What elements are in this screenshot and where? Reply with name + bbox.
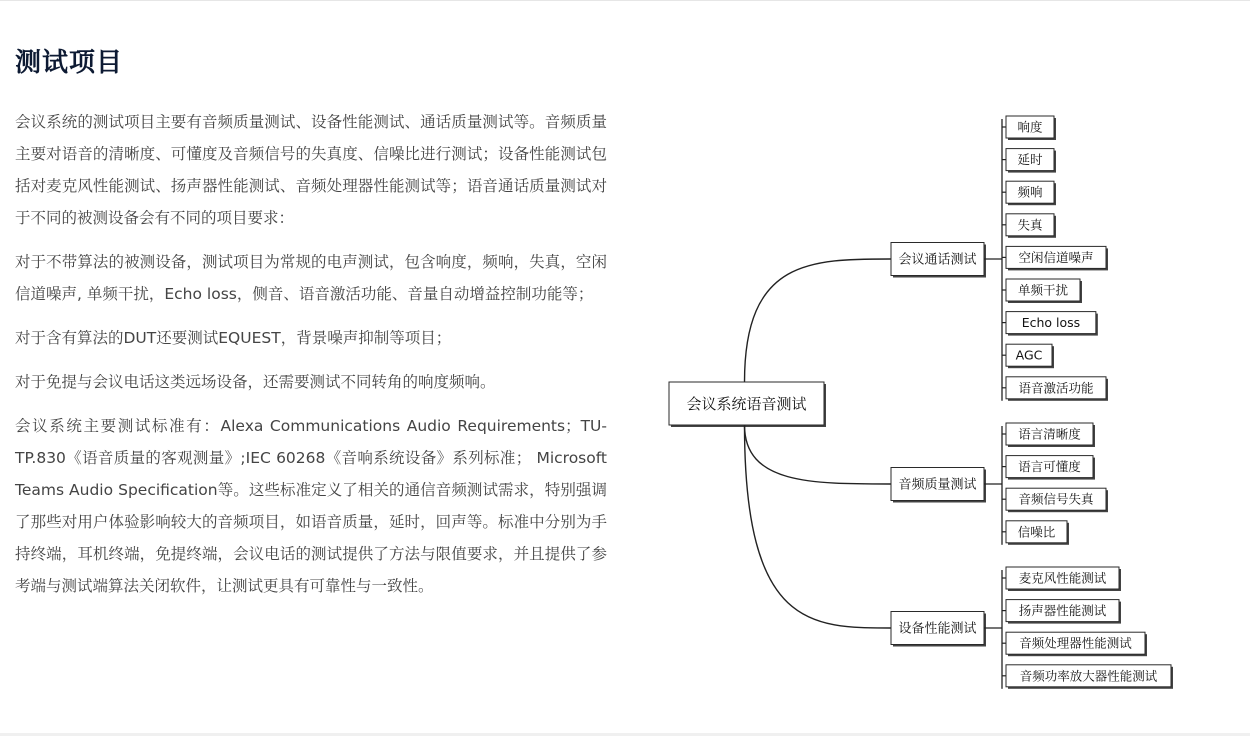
branch-label-2: 设备性能测试: [898, 621, 977, 637]
leaf-label-0-8: 语音激活功能: [1018, 380, 1094, 396]
leaf-label-0-5: 单频干扰: [1017, 282, 1069, 298]
leaf-label-2-2: 音频处理器性能测试: [1019, 635, 1132, 651]
paragraph-no-algorithm: 对于不带算法的被测设备，测试项目为常规的电声测试，包含响度，频响，失真，空闲信道噪声, 单频干扰，Echo loss，侧音、语音激活功能、音量自动增益控制功能等；: [15, 253, 607, 303]
leaf-label-0-7: AGC: [1015, 347, 1043, 363]
root-label: 会议系统语音测试: [686, 394, 807, 413]
paragraph-intro: 会议系统的测试项目主要有音频质量测试、设备性能测试、通话质量测试等。音频质量主要对语音的清晰度、可懂度及音频信号的失真度、信噪比进行测试；设备性能测试包括对麦克风性能测试、扬声器性能测试、音频处理器性能测试等；语音通话质量测试对于不同的被测设备会有不同的项目要求：: [15, 113, 607, 227]
connector-root-branch-2: [745, 425, 892, 628]
connector-root-branch-1: [745, 425, 892, 484]
leaf-label-2-0: 麦克风性能测试: [1018, 570, 1107, 586]
paragraph-far-field: 对于免提与会议电话这类远场设备，还需要测试不同转角的响度频响。: [15, 373, 496, 391]
leaf-label-0-4: 空闲信道噪声: [1018, 249, 1094, 265]
leaf-label-2-1: 扬声器性能测试: [1018, 603, 1107, 619]
branch-label-0: 会议通话测试: [898, 252, 977, 268]
leaf-label-1-0: 语言清晰度: [1018, 426, 1081, 442]
leaf-label-0-6: Echo loss: [1021, 315, 1081, 331]
connector-root-branch-0: [745, 259, 892, 382]
leaf-label-0-2: 频响: [1017, 184, 1043, 200]
article-body: [15, 106, 607, 614]
page-title: 测试项目: [15, 48, 124, 78]
paragraph-with-algorithm: 对于含有算法的DUT还要测试EQUEST，背景噪声抑制等项目；: [15, 329, 452, 347]
leaf-label-1-3: 信噪比: [1017, 524, 1056, 540]
leaf-label-0-1: 延时: [1017, 152, 1043, 168]
top-divider: [0, 0, 1250, 1]
paragraph-standards: 会议系统主要测试标准有：Alexa Communications Audio Requirements；TU-TP.830《语音质量的客观测量》;IEC 60268《音响系统设备》系列标准； Microsoft Teams Audio Specification等。这些标准定义了相关的通信音频测试需求，特别强调了那些对用户体验影响较大的音频项目，如语音质量，延时，回声等。标准中分别为手持终端，耳机终端，免提终端，会议电话的测试提供了方法与限值要求，并且提供了参考端与测试端算法关闭软件，让测试更具有可靠性与一致性。: [15, 417, 607, 595]
mindmap-canvas: [660, 100, 1220, 700]
leaf-label-0-3: 失真: [1017, 217, 1043, 233]
leaf-label-1-1: 语言可懂度: [1018, 459, 1081, 475]
branch-label-1: 音频质量测试: [898, 477, 977, 493]
leaf-label-2-3: 音频功率放大器性能测试: [1019, 668, 1158, 684]
mindmap-diagram: [660, 100, 1220, 700]
leaf-label-0-0: 响度: [1017, 119, 1043, 135]
leaf-label-1-2: 音频信号失真: [1018, 491, 1094, 507]
